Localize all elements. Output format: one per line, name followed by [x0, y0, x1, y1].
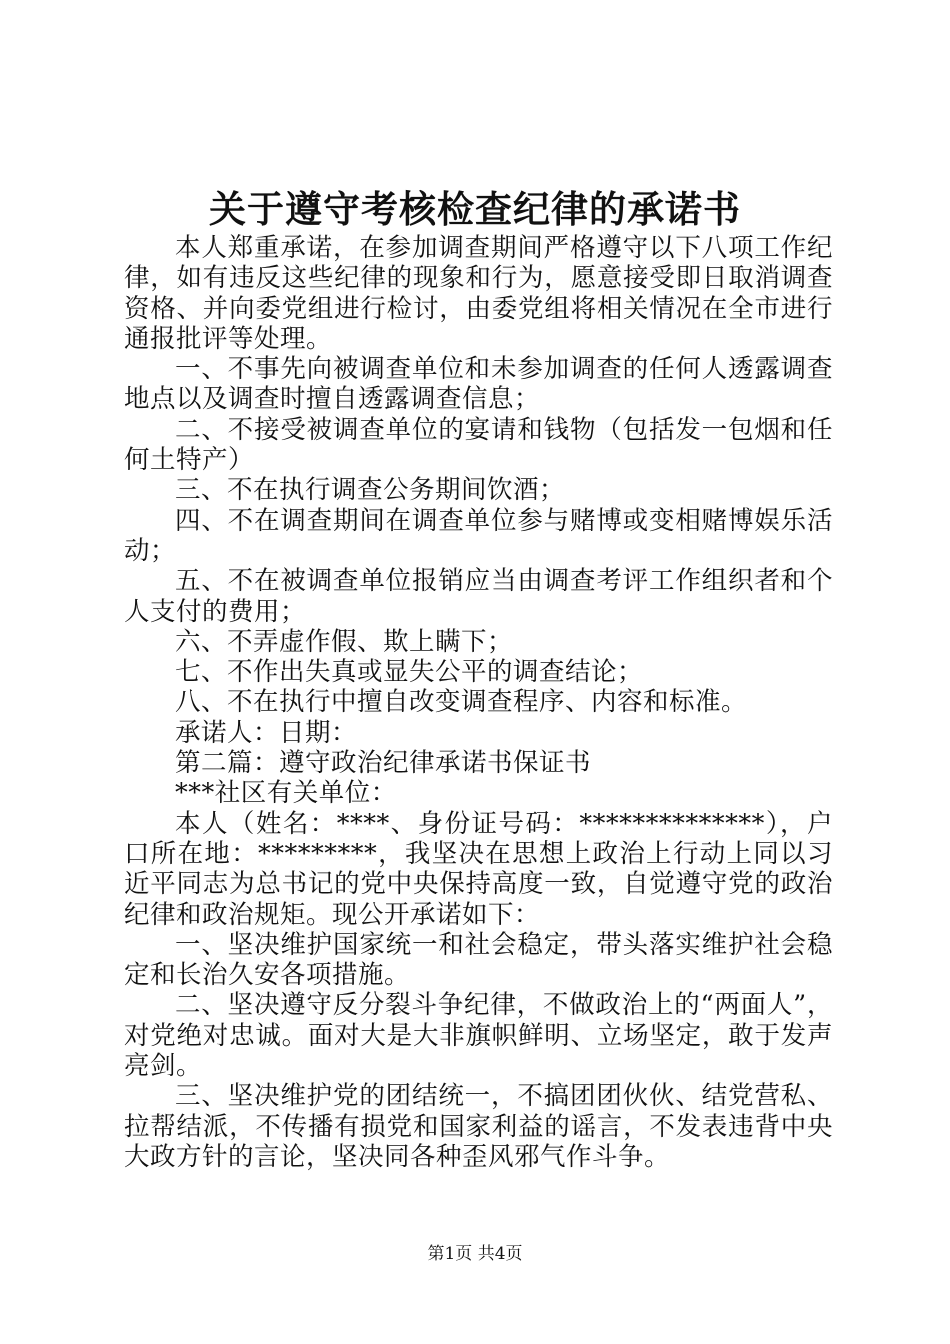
paragraph: 二、不接受被调查单位的宴请和钱物（包括发一包烟和任何土特产）: [124, 414, 833, 476]
paragraph: 六、不弄虚作假、欺上瞒下；: [175, 626, 514, 657]
paragraph: 一、不事先向被调查单位和未参加调查的任何人透露调查地点以及调查时擅自透露调查信息；: [124, 354, 833, 415]
salutation: ***社区有关单位：: [175, 778, 397, 809]
paragraph: 一、坚决维护国家统一和社会稳定，带头落实维护社会稳定和长治久安各项措施。: [124, 929, 833, 991]
section-heading: 第二篇：遵守政治纪律承诺书保证书: [175, 748, 592, 779]
document-title: 关于遵守考核检查纪律的承诺书: [209, 187, 741, 231]
paragraph: 七、不作出失真或显失公平的调查结论；: [175, 657, 644, 688]
signature-line: 承诺人：日期：: [175, 717, 358, 748]
paragraph: 五、不在被调查单位报销应当由调查考评工作组织者和个人支付的费用；: [124, 566, 833, 627]
paragraph: 二、坚决遵守反分裂斗争纪律，不做政治上的“两面人”，对党绝对忠诚。面对大是大非旗帜鲜明、立场坚定，敢于发声亮剑。: [124, 990, 833, 1082]
page-number-footer: 第1页 共4页: [427, 1244, 523, 1264]
paragraph: 本人郑重承诺，在参加调查期间严格遵守以下八项工作纪律，如有违反这些纪律的现象和行为，愿意接受即日取消调查资格、并向委党组进行检讨，由委党组将相关情况在全市进行通报批评等处理。: [124, 233, 833, 354]
paragraph: 三、坚决维护党的团结统一，不搞团团伙伙、结党营私、拉帮结派，不传播有损党和国家利益的谣言，不发表违背中央大政方针的言论，坚决同各种歪风邪气作斗争。: [124, 1081, 833, 1172]
paragraph: 八、不在执行中擅自改变调查程序、内容和标准。: [175, 687, 748, 718]
paragraph: 本人（姓名：****、身份证号码：**************），户口所在地：*********，我坚决在思想上政治上行动上同以习近平同志为总书记的党中央保持高度一致，自觉遵守党的政治纪律和政治规矩。现公开承诺如下：: [124, 808, 833, 930]
document-body: [124, 233, 833, 1172]
paragraph: 三、不在执行调查公务期间饮酒；: [175, 475, 566, 506]
paragraph: 四、不在调查期间在调查单位参与赌博或变相赌博娱乐活动；: [124, 505, 833, 566]
